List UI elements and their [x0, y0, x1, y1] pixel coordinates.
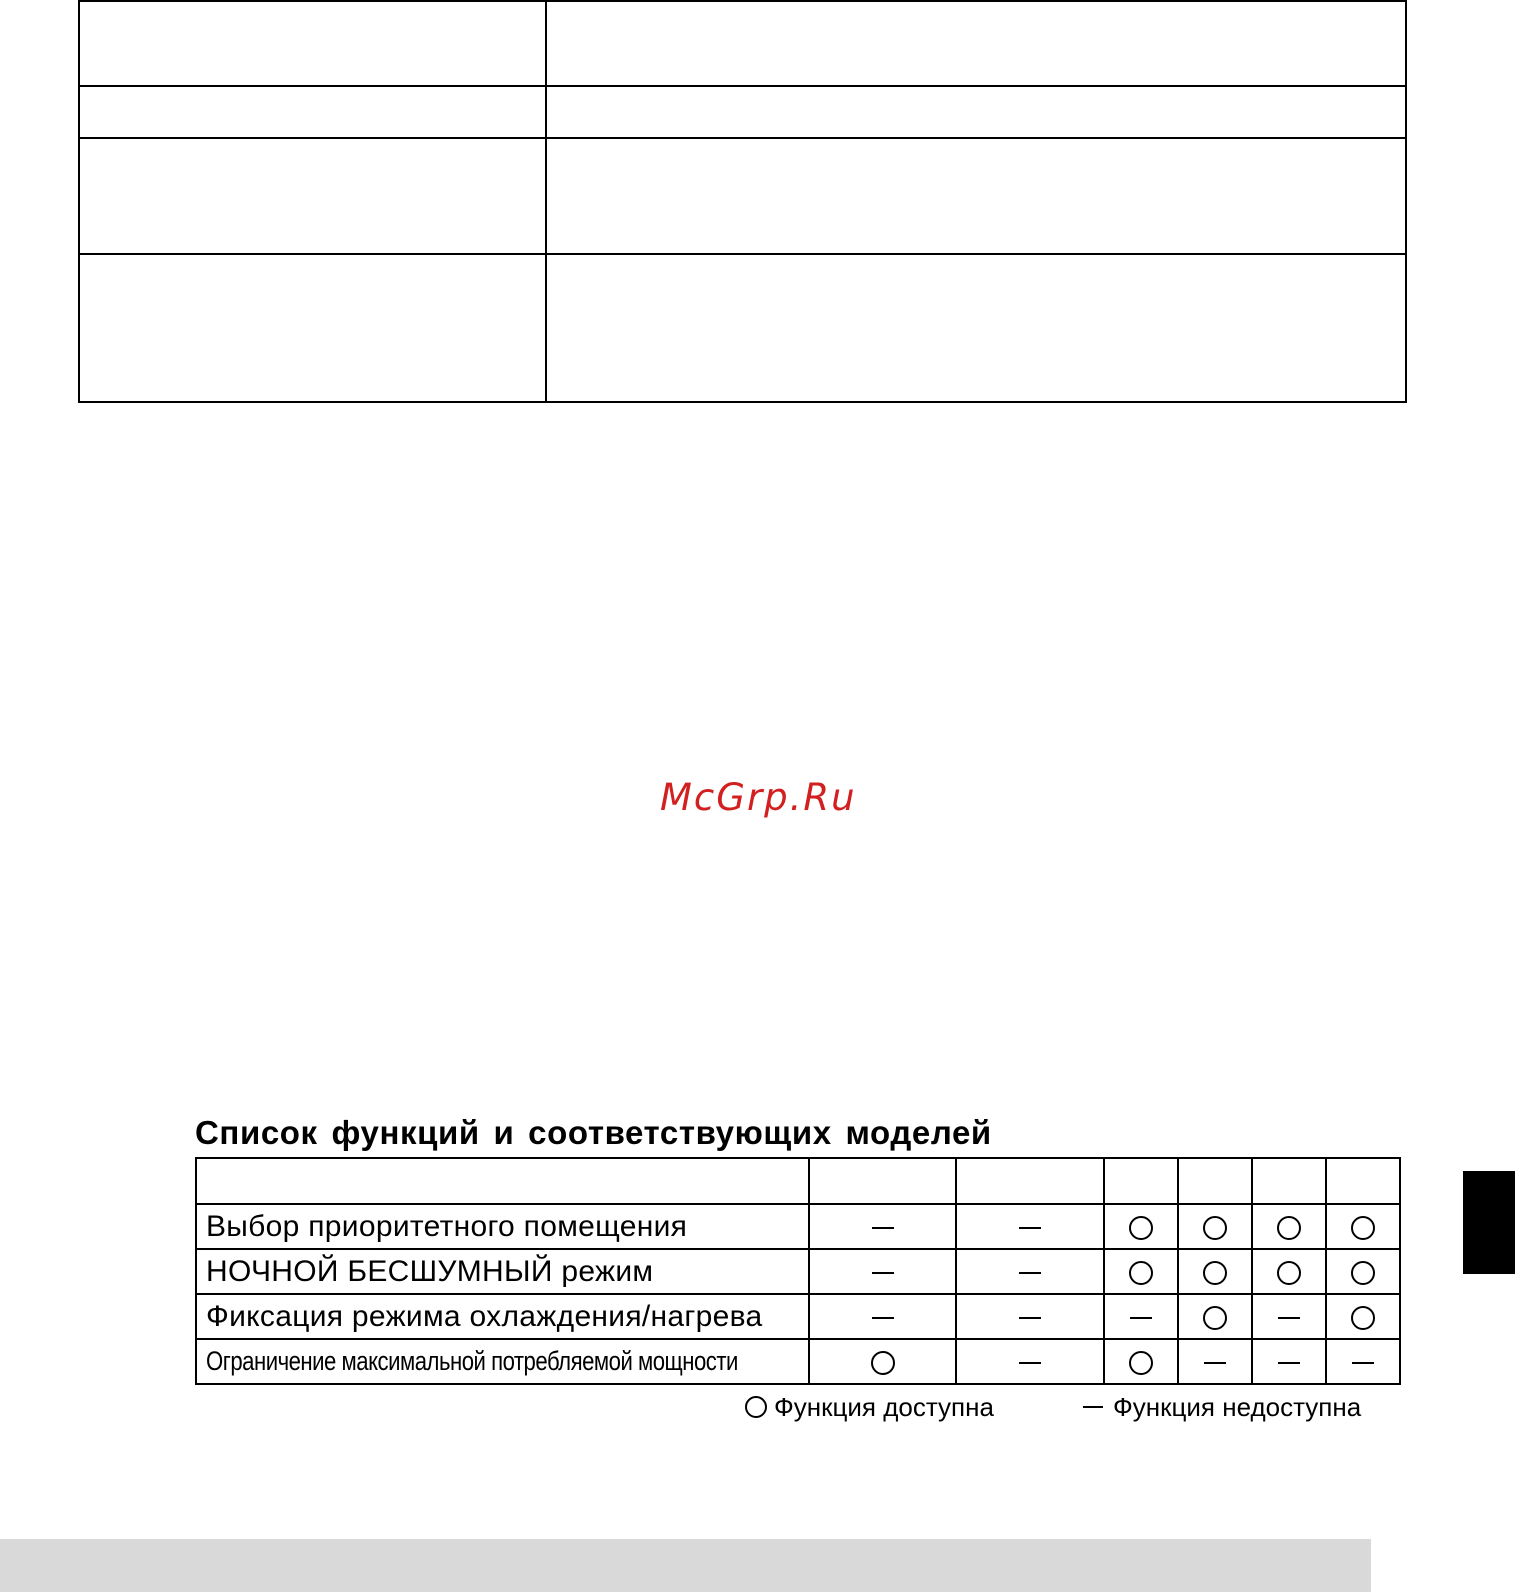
- mark-cell: [1104, 1249, 1178, 1294]
- legend-unavailable-label: Функция недоступна: [1113, 1392, 1362, 1422]
- function-name: Выбор приоритетного помещения: [196, 1204, 809, 1249]
- function-name: [196, 1339, 809, 1384]
- mark-cell: [1178, 1294, 1252, 1339]
- mark-cell: [956, 1339, 1104, 1384]
- legend-unavailable: [1083, 1392, 1361, 1422]
- available-mark-icon: [1351, 1216, 1375, 1240]
- available-mark-icon: [1129, 1351, 1153, 1375]
- mark-cell: [1252, 1249, 1326, 1294]
- mark-cell: [1326, 1249, 1400, 1294]
- watermark: McGrp.Ru: [660, 776, 857, 819]
- mark-cell: [1326, 1204, 1400, 1249]
- mark-cell: [1326, 1339, 1400, 1384]
- mark-cell: [1104, 1204, 1178, 1249]
- unavailable-mark-icon: [1019, 1317, 1041, 1319]
- mark-cell: [809, 1204, 956, 1249]
- unavailable-mark-icon: [1278, 1317, 1300, 1319]
- header-cell: [1178, 1158, 1252, 1204]
- mark-cell: [809, 1294, 956, 1339]
- section-tab-marker: [1463, 1171, 1515, 1274]
- top-table-cell: [79, 138, 546, 254]
- available-mark-icon: [1277, 1216, 1301, 1240]
- header-cell: [1104, 1158, 1178, 1204]
- mark-cell: [1252, 1339, 1326, 1384]
- unavailable-mark-icon: [1204, 1362, 1226, 1364]
- mark-cell: [956, 1294, 1104, 1339]
- available-mark-icon: [1203, 1261, 1227, 1285]
- function-name: Фиксация режима охлаждения/нагрева: [196, 1294, 809, 1339]
- available-mark-icon: [1351, 1306, 1375, 1330]
- mark-cell: [809, 1339, 956, 1384]
- unavailable-mark-icon: [1130, 1317, 1152, 1319]
- mark-cell: [1252, 1294, 1326, 1339]
- mark-cell: [1104, 1294, 1178, 1339]
- mark-cell: [956, 1204, 1104, 1249]
- mark-cell: [1178, 1204, 1252, 1249]
- legend-available: [745, 1392, 994, 1422]
- mark-cell: [1178, 1339, 1252, 1384]
- mark-cell: [1178, 1249, 1252, 1294]
- available-mark-icon: [1203, 1306, 1227, 1330]
- unavailable-mark-icon: [1019, 1362, 1041, 1364]
- legend-available-label: Функция доступна: [774, 1392, 994, 1422]
- available-mark-icon: [871, 1351, 895, 1375]
- section-title: Список функций и соответствующих моделей: [195, 1114, 992, 1151]
- mark-cell: [1252, 1204, 1326, 1249]
- unavailable-mark-icon: [872, 1272, 894, 1274]
- top-table: [78, 0, 1407, 403]
- mark-cell: [1326, 1294, 1400, 1339]
- unavailable-mark-icon: [1019, 1227, 1041, 1229]
- available-mark-icon: [1351, 1261, 1375, 1285]
- top-table-cell: [79, 86, 546, 138]
- function-name-text: Ограничение максимальной потребляемой мощности: [206, 1346, 738, 1376]
- available-mark-icon: [1129, 1216, 1153, 1240]
- available-mark-icon: [1203, 1216, 1227, 1240]
- table-row: [196, 1204, 1400, 1249]
- header-cell: [1326, 1158, 1400, 1204]
- header-cell: [956, 1158, 1104, 1204]
- top-table-cell: [79, 1, 546, 86]
- header-cell: [809, 1158, 956, 1204]
- table-row: [196, 1249, 1400, 1294]
- unavailable-mark-icon: [872, 1227, 894, 1229]
- circle-icon: [745, 1396, 767, 1418]
- available-mark-icon: [1129, 1261, 1153, 1285]
- table-header-row: [196, 1158, 1400, 1204]
- function-table: [195, 1157, 1401, 1385]
- mark-cell: [956, 1249, 1104, 1294]
- unavailable-mark-icon: [1019, 1272, 1041, 1274]
- header-cell: [1252, 1158, 1326, 1204]
- top-table-cell: [546, 86, 1406, 138]
- unavailable-mark-icon: [1278, 1362, 1300, 1364]
- mark-cell: [809, 1249, 956, 1294]
- unavailable-mark-icon: [1352, 1362, 1374, 1364]
- top-table-cell: [546, 1, 1406, 86]
- top-table-cell: [79, 254, 546, 402]
- unavailable-mark-icon: [872, 1317, 894, 1319]
- footer-band: [0, 1539, 1371, 1592]
- top-table-cell: [546, 254, 1406, 402]
- mark-cell: [1104, 1339, 1178, 1384]
- function-name: НОЧНОЙ БЕСШУМНЫЙ режим: [196, 1249, 809, 1294]
- table-row: [196, 1294, 1400, 1339]
- dash-icon: [1083, 1406, 1103, 1408]
- available-mark-icon: [1277, 1261, 1301, 1285]
- top-table-cell: [546, 138, 1406, 254]
- table-row: [196, 1339, 1400, 1384]
- header-cell: [196, 1158, 809, 1204]
